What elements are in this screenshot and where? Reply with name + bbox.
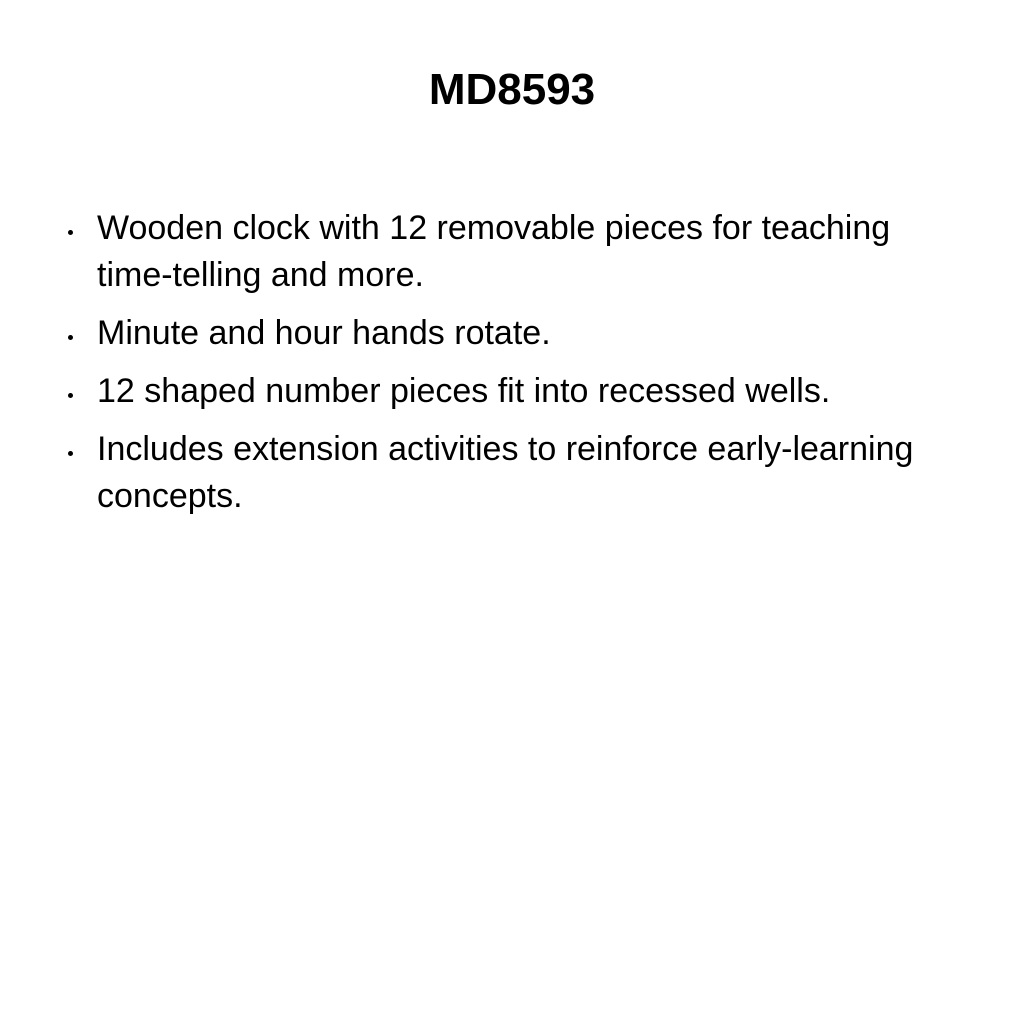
bullet-dot-icon	[68, 393, 73, 398]
bullet-dot-icon	[68, 335, 73, 340]
bullet-text: 12 shaped number pieces fit into recessed wells.	[97, 372, 831, 410]
bullet-item	[64, 205, 974, 299]
bullet-dot-icon	[68, 451, 73, 456]
bullet-text: Wooden clock with 12 removable pieces for teaching time-telling and more.	[97, 209, 891, 294]
bullet-item	[64, 310, 974, 357]
bullet-dot-icon	[68, 230, 73, 235]
slide-title: MD8593	[428, 65, 596, 114]
bullet-text: Includes extension activities to reinforce early-learning concepts.	[97, 430, 914, 515]
bullet-item	[64, 426, 974, 520]
bullet-item	[64, 368, 974, 415]
bullet-text: Minute and hour hands rotate.	[97, 314, 551, 352]
bullet-list	[64, 205, 974, 531]
